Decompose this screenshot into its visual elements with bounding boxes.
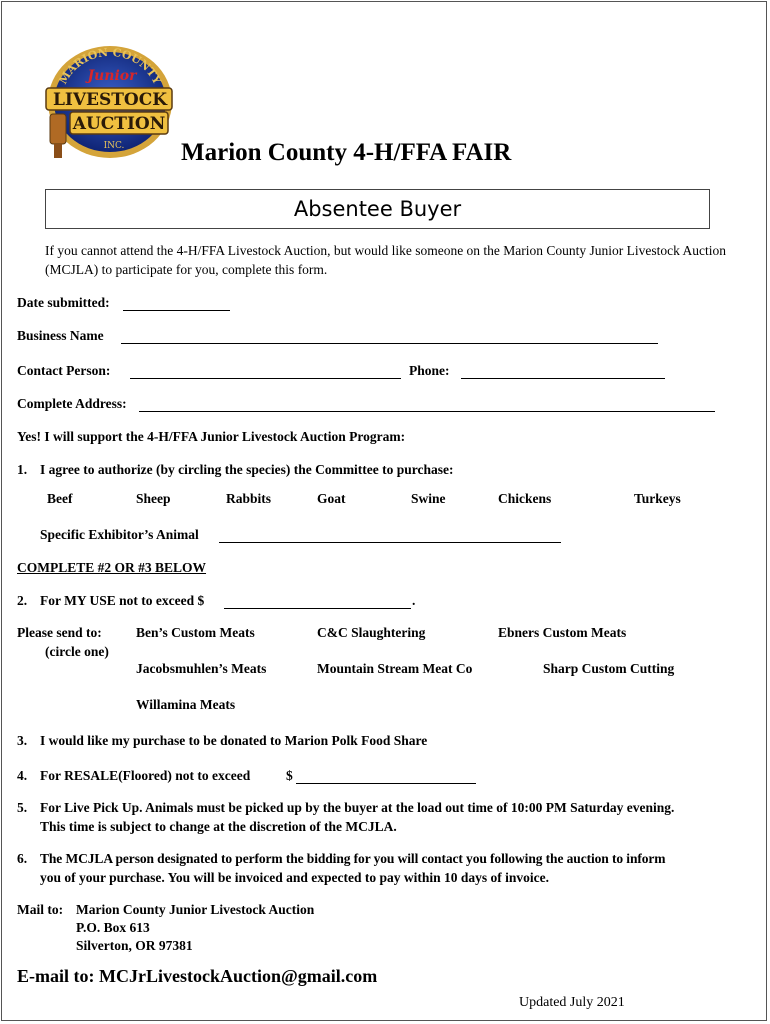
logo-junior-text: Junior — [87, 68, 137, 84]
date-submitted-field[interactable] — [123, 310, 230, 311]
species-turkeys[interactable]: Turkeys — [634, 491, 681, 506]
complete-heading: COMPLETE #2 OR #3 BELOW — [17, 560, 207, 575]
specific-exhibitor-label: Specific Exhibitor’s Animal — [40, 527, 199, 542]
item-1-number: 1. — [17, 462, 28, 477]
option-bens-custom-meats[interactable]: Ben’s Custom Meats — [136, 625, 255, 640]
option-willamina-meats[interactable]: Willamina Meats — [136, 697, 236, 712]
item-6-line-1: The MCJLA person designated to perform the bidding for you will contact you following the auction to inform — [40, 851, 666, 866]
phone-label: Phone: — [409, 363, 450, 378]
mail-to-label: Mail to: — [17, 902, 64, 917]
intro-text: If you cannot attend the 4-H/FFA Livestock Auction, but would like someone on the Marion County Junior Livestock Auction (MCJLA) to participate for you, complete this form. — [45, 243, 727, 277]
item-5-number: 5. — [17, 800, 28, 815]
email-line: E-mail to: MCJrLivestockAuction@gmail.com — [17, 966, 378, 986]
support-line: Yes! I will support the 4-H/FFA Junior Livestock Auction Program: — [17, 429, 406, 444]
item-4-dollar: $ — [286, 768, 293, 783]
form-banner: Absentee Buyer — [45, 189, 710, 229]
mail-address-line-3: Silverton, OR 97381 — [76, 938, 193, 953]
item-6-number: 6. — [17, 851, 28, 866]
contact-person-label: Contact Person: — [17, 363, 111, 378]
resale-amount-field[interactable] — [296, 783, 476, 784]
date-submitted-label: Date submitted: — [17, 295, 110, 310]
species-beef[interactable]: Beef — [47, 491, 73, 506]
species-swine[interactable]: Swine — [411, 491, 446, 506]
svg-text:MARION COUNTY: MARION COUNTY — [56, 45, 164, 87]
livestock-auction-logo — [40, 44, 178, 162]
complete-address-label: Complete Address: — [17, 396, 127, 411]
gavel-icon — [50, 114, 66, 158]
mail-address-line-2: P.O. Box 613 — [76, 920, 150, 935]
item-4-number: 4. — [17, 768, 28, 783]
species-sheep[interactable]: Sheep — [136, 491, 171, 506]
item-3-number: 3. — [17, 733, 28, 748]
mail-address-line-1: Marion County Junior Livestock Auction — [76, 902, 315, 917]
logo-livestock-text: LIVESTOCK — [52, 90, 168, 110]
option-ebners-custom-meats[interactable]: Ebners Custom Meats — [498, 625, 627, 640]
species-chickens[interactable]: Chickens — [498, 491, 552, 506]
option-mountain-stream-meat-co[interactable]: Mountain Stream Meat Co — [317, 661, 473, 676]
page-title: Marion County 4-H/FFA FAIR — [181, 139, 512, 166]
item-4-text: For RESALE(Floored) not to exceed — [40, 768, 251, 783]
logo-inc-text: INC. — [103, 141, 125, 151]
logo-auction-text: AUCTION — [72, 114, 166, 134]
item-2-text: For MY USE not to exceed $ — [40, 593, 205, 608]
contact-person-field[interactable] — [130, 378, 401, 379]
business-name-field[interactable] — [121, 343, 658, 344]
option-sharp-custom-cutting[interactable]: Sharp Custom Cutting — [543, 661, 675, 676]
business-name-label: Business Name — [17, 328, 104, 343]
species-goat[interactable]: Goat — [317, 491, 346, 506]
item-2-period: . — [412, 593, 416, 608]
item-1-text: I agree to authorize (by circling the species) the Committee to purchase: — [40, 462, 454, 477]
item-5-line-2: This time is subject to change at the discretion of the MCJLA. — [40, 819, 397, 834]
complete-address-field[interactable] — [139, 411, 715, 412]
my-use-amount-field[interactable] — [224, 608, 411, 609]
species-rabbits[interactable]: Rabbits — [226, 491, 272, 506]
please-send-label: Please send to: — [17, 625, 102, 640]
phone-field[interactable] — [461, 378, 665, 379]
item-6-line-2: you of your purchase. You will be invoiced and expected to pay within 10 days of invoice. — [40, 870, 550, 885]
circle-one-label: (circle one) — [45, 644, 109, 659]
updated-date: Updated July 2021 — [519, 995, 625, 1010]
option-cc-slaughtering[interactable]: C&C Slaughtering — [317, 625, 426, 640]
item-3-text: I would like my purchase to be donated to Marion Polk Food Share — [40, 733, 428, 748]
item-5-line-1: For Live Pick Up. Animals must be picked up by the buyer at the load out time of 10:00 PM Saturday evening. — [40, 800, 675, 815]
specific-exhibitor-field[interactable] — [219, 542, 561, 543]
item-2-number: 2. — [17, 593, 28, 608]
option-jacobsmuhlens-meats[interactable]: Jacobsmuhlen’s Meats — [136, 661, 267, 676]
